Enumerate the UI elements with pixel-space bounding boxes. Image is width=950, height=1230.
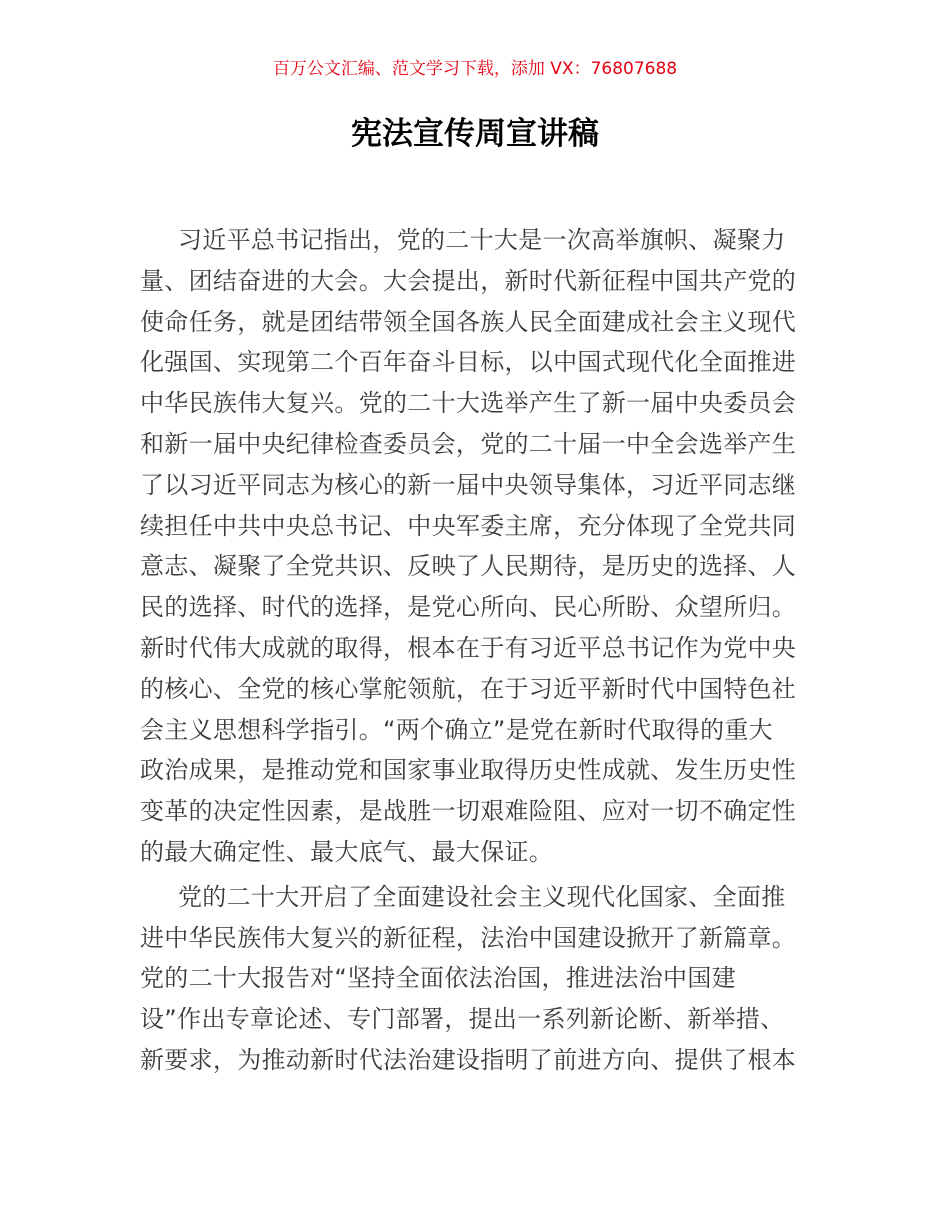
text-line: 的最大确定性、最大底气、最大保证。 — [140, 837, 554, 866]
text-line: 变革的决定性因素，是战胜一切艰难险阻、应对一切不确定性 — [140, 797, 797, 826]
paragraph-2 — [140, 877, 812, 1081]
document-title: 宪法宣传周宣讲稿 — [351, 116, 599, 152]
text-line: 意志、凝聚了全党共识、反映了人民期待，是历史的选择、人 — [140, 552, 797, 581]
text-line: 新要求，为推动新时代法治建设指明了前进方向、提供了根本 — [140, 1045, 797, 1074]
text-line: 设”作出专章论述、专门部署，提出一系列新论断、新举措、 — [140, 1005, 785, 1034]
text-line: 习近平总书记指出，党的二十大是一次高举旗帜、凝聚力 — [178, 226, 786, 254]
download-promo-banner: 百万公文汇编、范文学习下载，添加 VX：76807688 — [272, 59, 678, 79]
text-line: 会主义思想科学指引。“两个确立”是党在新时代取得的重大 — [140, 715, 773, 744]
text-line: 新时代伟大成就的取得，根本在于有习近平总书记作为党中央 — [140, 633, 797, 662]
text-line: 党的二十大开启了全面建设社会主义现代化国家、全面推 — [178, 882, 786, 911]
paragraph-1 — [140, 220, 812, 873]
text-line: 量、团结奋进的大会。大会提出，新时代新征程中国共产党的 — [140, 266, 797, 295]
text-line: 政治成果，是推动党和国家事业取得历史性成就、发生历史性 — [140, 756, 797, 785]
text-line: 了以习近平同志为核心的新一届中央领导集体，习近平同志继 — [140, 470, 797, 499]
text-line: 的核心、全党的核心掌舵领航，在于习近平新时代中国特色社 — [140, 674, 797, 703]
text-line: 中华民族伟大复兴。党的二十大选举产生了新一届中央委员会 — [140, 389, 797, 418]
text-line: 续担任中共中央总书记、中央军委主席，充分体现了全党共同 — [140, 511, 797, 540]
text-line: 化强国、实现第二个百年奋斗目标，以中国式现代化全面推进 — [140, 348, 797, 377]
text-line: 进中华民族伟大复兴的新征程，法治中国建设掀开了新篇章。 — [140, 923, 797, 952]
text-line: 党的二十大报告对“坚持全面依法治国，推进法治中国建 — [140, 964, 736, 993]
text-line: 和新一届中央纪律检查委员会，党的二十届一中全会选举产生 — [140, 429, 797, 458]
text-line: 民的选择、时代的选择，是党心所向、民心所盼、众望所归。 — [140, 593, 797, 622]
text-line: 使命任务，就是团结带领全国各族人民全面建成社会主义现代 — [140, 307, 797, 336]
document-body — [140, 220, 812, 1085]
